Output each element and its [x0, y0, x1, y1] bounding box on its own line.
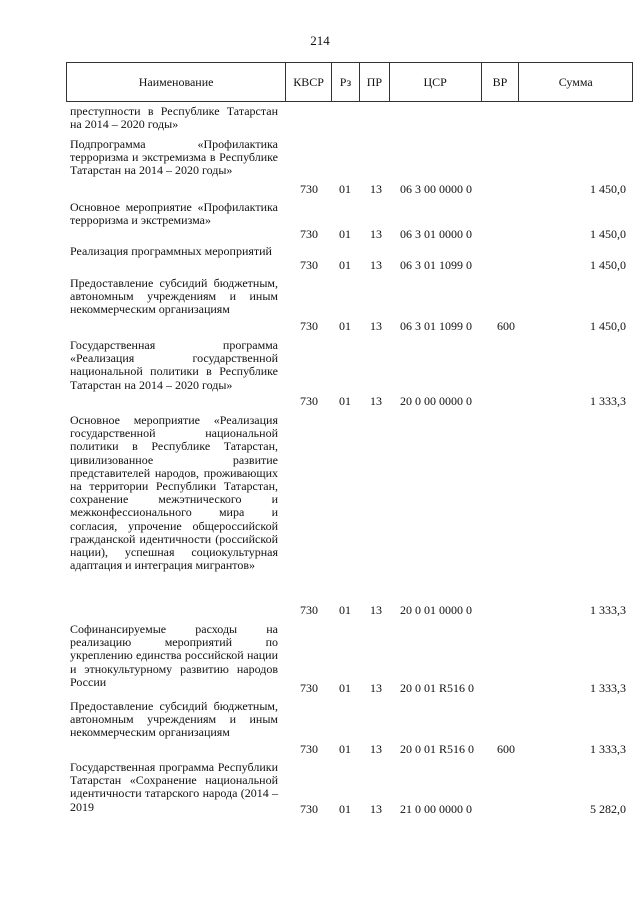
row-pr: 13 — [370, 741, 382, 756]
row-sum: 5 282,0 — [590, 801, 626, 816]
table-row — [0, 617, 640, 695]
table-row — [0, 695, 640, 756]
row-kvsr: 730 — [300, 801, 318, 816]
header-pr: ПР — [359, 63, 389, 101]
row-name: Подпрограмма «Профилактика терроризма и экстремизма в Республике Татарстан на 2014 – 2020 годы» — [70, 137, 278, 178]
row-rz: 01 — [339, 226, 351, 241]
table-row — [0, 241, 640, 272]
header-csr: ЦСР — [389, 63, 481, 101]
row-rz: 01 — [339, 393, 351, 408]
row-kvsr: 730 — [300, 602, 318, 617]
row-pr: 13 — [370, 602, 382, 617]
row-kvsr: 730 — [300, 318, 318, 333]
row-vr: 600 — [497, 741, 515, 756]
row-sum: 1 450,0 — [590, 181, 626, 196]
row-name: Предоставление субсидий бюджетным, автономным учреждениям и иным некоммерческим организациям — [70, 276, 278, 317]
header-kvsr: КВСР — [285, 63, 331, 101]
row-kvsr: 730 — [300, 393, 318, 408]
header-sum: Сумма — [518, 63, 632, 101]
row-sum: 1 450,0 — [590, 257, 626, 272]
row-csr: 06 3 01 0000 0 — [400, 226, 472, 241]
row-name: Основное мероприятие «Реализация государственной национальной политики в Республике Татарстан, цивилизованное развитие представителей народов, проживающих на территории Республики Татарстан, сохранение межэтнического и межконфессионального мира и согласия, упрочение общероссийской гражданской идентичности (российской нации), успешная социокультурная адаптация и интеграция мигрантов» — [70, 413, 278, 573]
row-rz: 01 — [339, 680, 351, 695]
row-sum: 1 333,3 — [590, 741, 626, 756]
row-name: Основное мероприятие «Профилактика терроризма и экстремизма» — [70, 200, 278, 228]
table-row — [0, 272, 640, 333]
row-vr: 600 — [497, 318, 515, 333]
table-row — [0, 103, 640, 132]
table-row — [0, 132, 640, 196]
header-name: Наименование — [138, 74, 214, 89]
row-pr: 13 — [370, 801, 382, 816]
row-kvsr: 730 — [300, 226, 318, 241]
table-row — [0, 196, 640, 241]
row-kvsr: 730 — [300, 181, 318, 196]
row-sum: 1 450,0 — [590, 318, 626, 333]
row-csr: 20 0 01 0000 0 — [400, 602, 472, 617]
row-rz: 01 — [339, 602, 351, 617]
row-csr: 20 0 00 0000 0 — [400, 393, 472, 408]
row-sum: 1 450,0 — [590, 226, 626, 241]
row-name: Государственная программа «Реализация государственной национальной политики в Республике Татарстан на 2014 – 2020 годы» — [70, 338, 278, 392]
row-pr: 13 — [370, 226, 382, 241]
row-csr: 21 0 00 0000 0 — [400, 801, 472, 816]
table-body — [0, 103, 640, 816]
table-row — [0, 408, 640, 617]
row-name: Предоставление субсидий бюджетным, автономным учреждениям и иным некоммерческим организациям — [70, 699, 278, 740]
row-pr: 13 — [370, 257, 382, 272]
row-sum: 1 333,3 — [590, 602, 626, 617]
table-row — [0, 333, 640, 408]
row-rz: 01 — [339, 801, 351, 816]
row-name: Реализация программных мероприятий — [70, 244, 272, 258]
header-vr: ВР — [481, 63, 519, 101]
row-csr: 06 3 01 1099 0 — [400, 318, 472, 333]
row-rz: 01 — [339, 318, 351, 333]
table-header — [66, 62, 633, 102]
row-sum: 1 333,3 — [590, 680, 626, 695]
row-rz: 01 — [339, 741, 351, 756]
row-kvsr: 730 — [300, 741, 318, 756]
row-name: Государственная программа Республики Татарстан «Сохранение национальной идентичности татарского народа (2014 – 2019 — [70, 760, 278, 814]
page-number: 214 — [310, 33, 330, 48]
row-csr: 06 3 00 0000 0 — [400, 181, 472, 196]
row-pr: 13 — [370, 181, 382, 196]
table-row — [0, 756, 640, 816]
row-csr: 06 3 01 1099 0 — [400, 257, 472, 272]
row-kvsr: 730 — [300, 680, 318, 695]
header-rz: Рз — [331, 63, 359, 101]
row-name: преступности в Республике Татарстан на 2014 – 2020 годы» — [70, 104, 278, 132]
row-csr: 20 0 01 R516 0 — [400, 741, 475, 756]
row-name: Софинансируемые расходы на реализацию мероприятий по укреплению единства российской нации и этнокультурному развитию народов России — [70, 622, 278, 689]
row-csr: 20 0 01 R516 0 — [400, 680, 475, 695]
row-pr: 13 — [370, 680, 382, 695]
row-rz: 01 — [339, 257, 351, 272]
row-kvsr: 730 — [300, 257, 318, 272]
row-pr: 13 — [370, 318, 382, 333]
row-pr: 13 — [370, 393, 382, 408]
row-rz: 01 — [339, 181, 351, 196]
row-sum: 1 333,3 — [590, 393, 626, 408]
